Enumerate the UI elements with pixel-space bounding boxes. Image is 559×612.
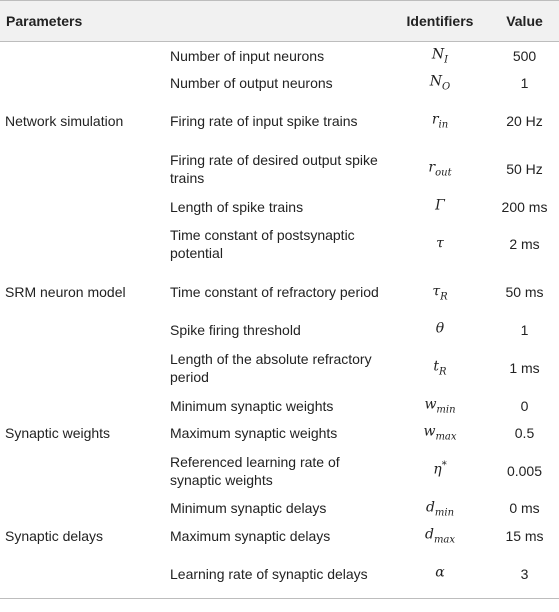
group-label [0,42,160,70]
table-row [0,316,559,343]
group-label [0,344,160,392]
group-label: Network simulation [5,112,124,129]
parameter-value: 0 [520,397,529,414]
group-label [0,447,160,495]
identifier-subscript: min [436,404,456,416]
identifier-subscript: I [444,54,449,66]
parameter-identifier [390,419,490,446]
identifier-symbol: η [433,461,442,478]
group-label [0,495,160,522]
identifier-symbol: N [431,46,445,63]
identifier-symbol: α [435,564,445,581]
parameter-value: 50 Hz [506,160,543,177]
parameter-description: Minimum synaptic delays [170,500,327,517]
identifier-symbol: d [425,499,435,516]
header-row [0,1,559,42]
parameter-value: 0 ms [509,500,540,517]
parameter-value: 1 ms [509,359,540,376]
identifier-symbol: r [428,159,436,176]
identifier-symbol: w [424,396,437,413]
group-label [0,220,160,268]
identifier-subscript: in [438,119,449,131]
parameter-description: Number of input neurons [170,47,325,64]
group-label: SRM neuron model [5,284,126,301]
table-row [0,344,559,392]
group-label [0,193,160,220]
group-label [0,69,160,96]
table-row [0,69,559,96]
parameter-description: Spike firing threshold [170,322,301,339]
parameter-description: Firing rate of desired output spike trains [170,151,378,186]
identifier-subscript: O [442,81,451,93]
identifier-symbol: τ [432,283,441,300]
group-label [0,550,160,599]
parameter-description: Maximum synaptic weights [170,424,338,441]
parameter-description: Referenced learning rate of synaptic weights [170,453,340,488]
identifier-symbol: w [423,423,436,440]
identifier-subscript: R [439,366,447,378]
table-row [0,550,559,599]
parameter-identifier [390,495,490,522]
identifier-superscript: * [441,459,447,471]
group-label: Synaptic weights [5,424,111,441]
header-identifiers: Identifiers [390,1,490,42]
parameter-identifier [390,316,490,343]
identifier-symbol: t [433,358,440,375]
table-body [0,42,559,599]
parameter-identifier [390,344,490,392]
parameter-value: 1 [520,75,529,92]
parameter-identifier [390,69,490,96]
parameter-description: Number of output neurons [170,75,333,92]
parameter-description: Time constant of refractory period [170,284,379,301]
table-row [0,220,559,268]
identifier-symbol: r [431,111,439,128]
parameter-identifier [390,193,490,220]
parameter-value: 50 ms [505,284,544,301]
parameter-value: 15 ms [505,527,544,544]
table-row [0,392,559,419]
parameter-value: 500 [512,47,537,64]
table-header [0,1,559,42]
identifier-symbol: d [424,526,434,543]
identifier-symbol: τ [436,235,444,252]
identifier-subscript: max [435,431,457,443]
group-label [0,145,160,193]
parameter-identifier [390,550,490,599]
parameter-value: 20 Hz [506,112,543,129]
table-row [0,495,559,522]
parameter-identifier [390,145,490,193]
table-row [0,447,559,495]
parameter-value: 200 ms [501,198,548,215]
parameter-identifier [390,392,490,419]
identifier-subscript: R [440,291,448,303]
parameter-value: 0.005 [506,462,543,479]
parameter-description: Minimum synaptic weights [170,397,334,414]
table-row [0,419,559,446]
group-label [0,316,160,343]
group-label: Synaptic delays [5,527,104,544]
parameter-identifier [390,268,490,316]
parameter-identifier [390,97,490,145]
parameter-description: Time constant of postsynaptic potential [170,227,355,262]
identifier-symbol: N [429,74,443,91]
table-row [0,268,559,316]
parameter-value: 1 [520,322,529,339]
parameter-value: 3 [490,550,559,599]
parameter-identifier [390,522,490,549]
header-description [160,1,390,42]
identifier-symbol: Γ [435,197,445,214]
identifier-subscript: min [434,507,455,519]
group-label [0,392,160,419]
header-parameters: Parameters [0,1,160,42]
identifier-subscript: max [433,534,456,546]
table-row [0,145,559,193]
parameter-description: Length of the absolute refractory period [170,350,372,385]
parameter-value: 2 ms [509,236,540,253]
parameter-identifier [390,220,490,268]
table-row [0,42,559,70]
parameter-identifier [390,447,490,495]
parameter-description: Length of spike trains [170,198,304,215]
parameter-description: Firing rate of input spike trains [170,112,358,129]
parameter-identifier [390,42,490,70]
header-value: Value [490,1,559,42]
parameter-description: Learning rate of synaptic delays [160,550,390,599]
table-row [0,522,559,549]
table-row [0,193,559,220]
parameter-value: 0.5 [514,424,535,441]
identifier-symbol: θ [435,321,445,338]
parameter-description: Maximum synaptic delays [170,527,331,544]
identifier-subscript: out [435,167,452,179]
table-row [0,97,559,145]
